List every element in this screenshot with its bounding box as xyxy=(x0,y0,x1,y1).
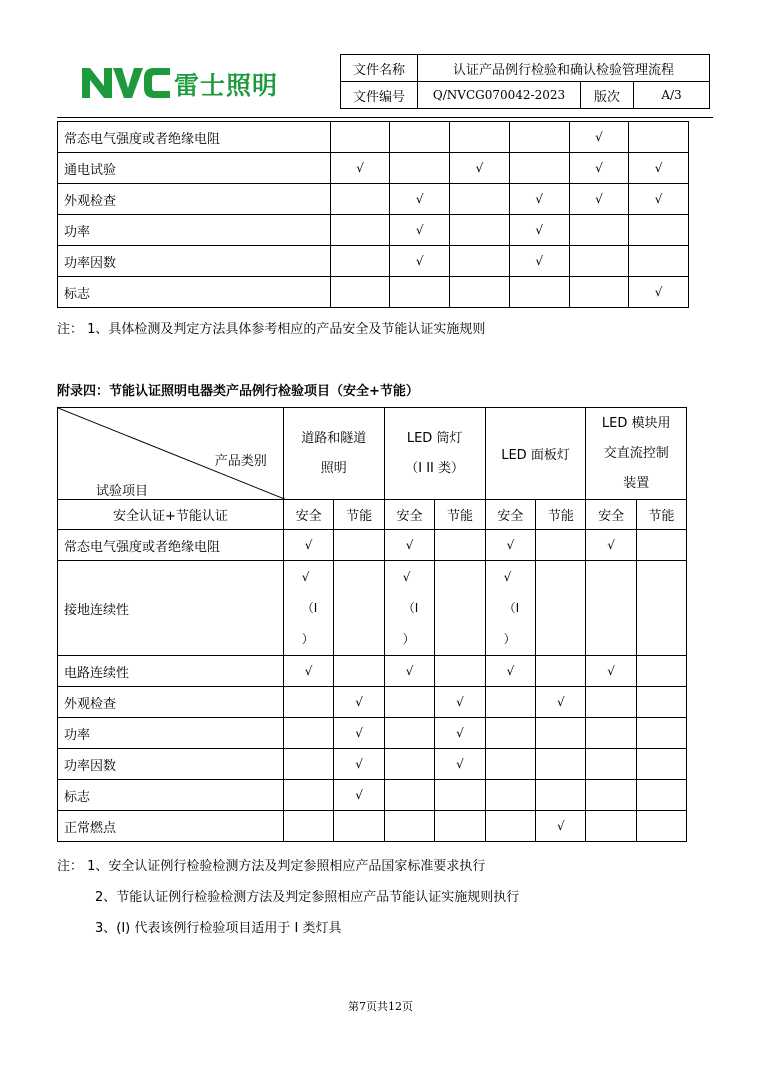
check-cell xyxy=(435,530,485,561)
row-label: 电路连续性 xyxy=(58,656,284,687)
table1-note: 注： 1、具体检测及判定方法具体参考相应的产品安全及节能认证实施规则 xyxy=(57,322,486,337)
check-cell xyxy=(509,153,569,184)
check-cell: √ xyxy=(509,246,569,277)
check-cell xyxy=(283,749,334,780)
table-row xyxy=(58,215,689,246)
version-value: A/3 xyxy=(634,82,710,109)
sub-header: 节能 xyxy=(334,500,384,530)
check-cell: √ xyxy=(536,811,586,842)
check-cell xyxy=(536,561,586,656)
check-cell: √ xyxy=(586,656,636,687)
row-label: 通电试验 xyxy=(58,153,331,184)
check-cell xyxy=(435,780,485,811)
table-row xyxy=(58,561,687,656)
check-cell xyxy=(450,184,510,215)
diag-top-label: 产品类别 xyxy=(214,454,267,469)
check-cell: √ xyxy=(435,687,485,718)
row-label: 常态电气强度或者绝缘电阻 xyxy=(58,122,331,153)
header-divider xyxy=(57,117,713,118)
check-cell xyxy=(330,122,390,153)
category-led-module-control: LED 模块用 交直流控制 装置 xyxy=(586,408,687,500)
check-cell xyxy=(536,780,586,811)
table-row xyxy=(58,153,689,184)
doc-no-value: Q/NVCG070042-2023 xyxy=(418,82,581,109)
check-cell: √ xyxy=(509,215,569,246)
table-row xyxy=(58,122,689,153)
row-label: 正常燃点 xyxy=(58,811,284,842)
nvc-logo-icon xyxy=(80,64,172,100)
check-cell: √ xyxy=(283,530,334,561)
check-cell: √ xyxy=(384,530,435,561)
table-row xyxy=(58,246,689,277)
category-led-panel: LED 面板灯 xyxy=(485,408,586,500)
check-cell xyxy=(283,718,334,749)
check-cell: √ xyxy=(569,184,629,215)
row-label: 外观检查 xyxy=(58,184,331,215)
check-cell: √ xyxy=(390,215,450,246)
appendix4-note-2: 2、节能认证例行检验检测方法及判定参照相应产品节能认证实施规则执行 xyxy=(95,890,520,905)
sub-label: 安全认证+节能认证 xyxy=(58,500,284,530)
check-cell xyxy=(334,561,384,656)
check-cell: √ xyxy=(384,656,435,687)
sub-header: 安全 xyxy=(485,500,536,530)
check-cell: √ xyxy=(569,122,629,153)
doc-name-label: 文件名称 xyxy=(341,55,418,82)
check-cell xyxy=(450,246,510,277)
check-cell: √ xyxy=(334,687,384,718)
check-cell: √ xyxy=(334,749,384,780)
row-label: 功率 xyxy=(58,718,284,749)
check-cell xyxy=(636,749,686,780)
check-cell xyxy=(509,122,569,153)
check-cell xyxy=(450,215,510,246)
check-cell: √ （I ） xyxy=(384,561,435,656)
check-cell: √ xyxy=(450,153,510,184)
category-led-downlight: LED 筒灯 （I II 类） xyxy=(384,408,485,500)
check-cell: √ xyxy=(629,153,689,184)
check-cell xyxy=(334,811,384,842)
diag-bottom-label: 试验项目 xyxy=(96,484,149,499)
check-cell xyxy=(536,718,586,749)
check-cell xyxy=(384,718,435,749)
check-cell xyxy=(636,718,686,749)
sub-header: 安全 xyxy=(283,500,334,530)
check-cell xyxy=(636,656,686,687)
logo-text: 雷士照明 xyxy=(174,71,279,100)
diagonal-header-cell xyxy=(58,408,284,500)
check-cell xyxy=(629,215,689,246)
check-cell: √ xyxy=(334,718,384,749)
check-cell xyxy=(636,780,686,811)
check-cell xyxy=(536,749,586,780)
check-cell xyxy=(330,215,390,246)
check-cell xyxy=(330,184,390,215)
sub-header: 节能 xyxy=(636,500,686,530)
check-cell xyxy=(485,687,536,718)
appendix4-title: 附录四：节能认证照明电器类产品例行检验项目（安全+节能） xyxy=(57,384,419,399)
routine-test-table-continued xyxy=(57,121,689,308)
check-cell xyxy=(384,811,435,842)
category-road-tunnel: 道路和隧道 照明 xyxy=(283,408,384,500)
document-header-table xyxy=(340,54,710,109)
check-cell: √ xyxy=(629,277,689,308)
check-cell xyxy=(636,811,686,842)
check-cell xyxy=(536,530,586,561)
check-cell xyxy=(435,811,485,842)
check-cell xyxy=(384,687,435,718)
check-cell xyxy=(283,687,334,718)
check-cell xyxy=(509,277,569,308)
doc-no-label: 文件编号 xyxy=(341,82,418,109)
check-cell: √ xyxy=(629,184,689,215)
table-row xyxy=(58,780,687,811)
check-cell xyxy=(435,561,485,656)
table-row xyxy=(58,656,687,687)
check-cell: √ xyxy=(435,718,485,749)
row-label: 功率因数 xyxy=(58,749,284,780)
check-cell xyxy=(485,718,536,749)
row-label: 标志 xyxy=(58,277,331,308)
page-number: 第7页共12页 xyxy=(348,1000,413,1013)
check-cell: √ xyxy=(485,530,536,561)
table-row xyxy=(58,184,689,215)
check-cell xyxy=(586,561,636,656)
table-row xyxy=(58,687,687,718)
sub-header: 安全 xyxy=(384,500,435,530)
table-row xyxy=(58,749,687,780)
check-cell xyxy=(330,277,390,308)
check-cell xyxy=(390,277,450,308)
check-cell xyxy=(390,122,450,153)
check-cell xyxy=(636,687,686,718)
check-cell xyxy=(569,277,629,308)
row-label: 接地连续性 xyxy=(58,561,284,656)
check-cell xyxy=(536,656,586,687)
check-cell: √ xyxy=(586,530,636,561)
check-cell xyxy=(586,749,636,780)
check-cell xyxy=(586,811,636,842)
table-row xyxy=(58,718,687,749)
check-cell xyxy=(485,749,536,780)
check-cell xyxy=(283,811,334,842)
check-cell: √ （I ） xyxy=(485,561,536,656)
check-cell xyxy=(283,780,334,811)
check-cell xyxy=(485,811,536,842)
sub-header: 节能 xyxy=(536,500,586,530)
row-label: 标志 xyxy=(58,780,284,811)
row-label: 外观检查 xyxy=(58,687,284,718)
check-cell xyxy=(334,656,384,687)
row-label: 功率因数 xyxy=(58,246,331,277)
check-cell xyxy=(629,122,689,153)
appendix4-note-3: 3、(I) 代表该例行检验项目适用于 I 类灯具 xyxy=(95,921,342,936)
table-row xyxy=(58,277,689,308)
table-row xyxy=(58,530,687,561)
check-cell xyxy=(586,780,636,811)
sub-header: 节能 xyxy=(435,500,485,530)
version-label: 版次 xyxy=(581,82,634,109)
doc-name-value: 认证产品例行检验和确认检验管理流程 xyxy=(418,55,710,82)
check-cell xyxy=(334,530,384,561)
check-cell: √ xyxy=(536,687,586,718)
check-cell xyxy=(384,749,435,780)
table-row xyxy=(58,811,687,842)
check-cell xyxy=(586,718,636,749)
check-cell: √ xyxy=(435,749,485,780)
check-cell: √ xyxy=(390,246,450,277)
check-cell xyxy=(636,530,686,561)
check-cell xyxy=(629,246,689,277)
sub-header: 安全 xyxy=(586,500,636,530)
check-cell xyxy=(485,780,536,811)
check-cell: √ xyxy=(485,656,536,687)
check-cell: √ xyxy=(390,184,450,215)
check-cell xyxy=(384,780,435,811)
check-cell xyxy=(569,246,629,277)
check-cell xyxy=(636,561,686,656)
check-cell xyxy=(450,122,510,153)
check-cell: √ xyxy=(509,184,569,215)
check-cell xyxy=(586,687,636,718)
check-cell xyxy=(450,277,510,308)
check-cell: √ xyxy=(283,656,334,687)
appendix4-note-1: 注： 1、安全认证例行检验检测方法及判定参照相应产品国家标准要求执行 xyxy=(57,859,486,874)
row-label: 功率 xyxy=(58,215,331,246)
check-cell: √ （I ） xyxy=(283,561,334,656)
row-label: 常态电气强度或者绝缘电阻 xyxy=(58,530,284,561)
company-logo xyxy=(80,62,290,102)
check-cell xyxy=(330,246,390,277)
check-cell: √ xyxy=(569,153,629,184)
check-cell xyxy=(435,656,485,687)
energy-saving-test-table xyxy=(57,407,687,842)
check-cell: √ xyxy=(334,780,384,811)
check-cell xyxy=(569,215,629,246)
check-cell xyxy=(390,153,450,184)
check-cell: √ xyxy=(330,153,390,184)
